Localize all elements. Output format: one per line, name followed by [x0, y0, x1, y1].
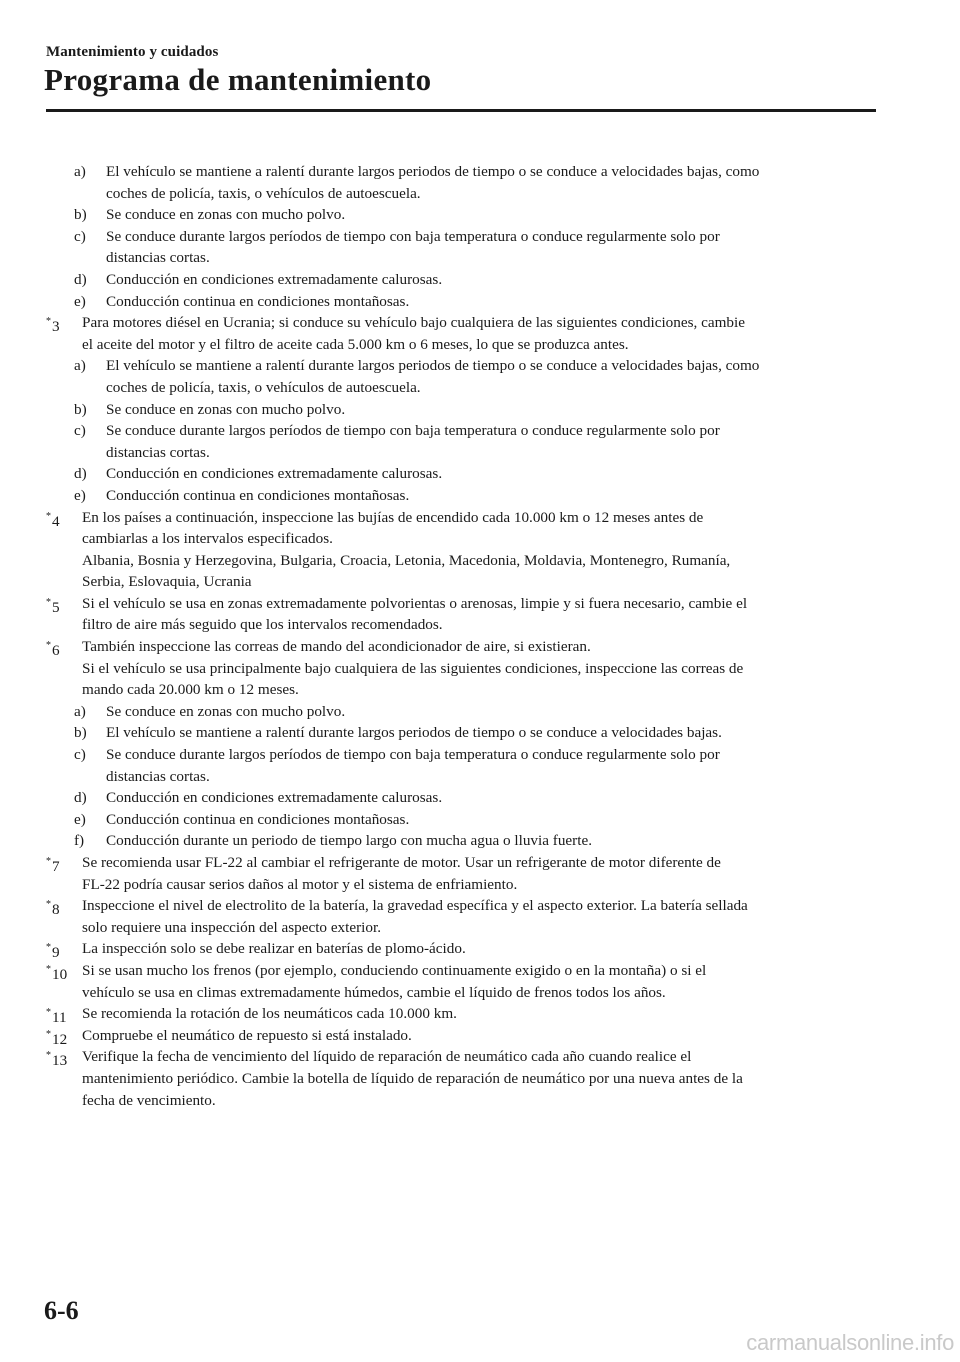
line-text: mantenimiento periódico. Cambie la botella de líquido de reparación de neumático por una nueva antes de la	[82, 1069, 743, 1087]
footnote-star: *	[46, 1028, 51, 1040]
sub-item-continuation	[46, 247, 882, 269]
footnote-number: 8	[52, 901, 60, 919]
line-text: Conducción en condiciones extremadamente calurosas.	[106, 465, 443, 483]
footnote-star: *	[46, 1050, 51, 1062]
sub-item-marker: c)	[74, 746, 86, 764]
line-text: El vehículo se mantiene a ralentí durante largos periodos de tiempo o se conduce a velocidades bajas.	[106, 724, 722, 742]
footnote-star: *	[46, 316, 51, 328]
sub-item	[46, 744, 882, 766]
line-text: Serbia, Eslovaquia, Ucrania	[82, 573, 252, 591]
sub-item-marker: a)	[74, 702, 86, 720]
sub-item-continuation	[46, 766, 882, 788]
footnote-continuation	[46, 334, 882, 356]
line-text: Para motores diésel en Ucrania; si conduce su vehículo bajo cualquiera de las siguientes condiciones, cambie	[82, 314, 745, 332]
footnote-continuation	[46, 571, 882, 593]
footnote	[46, 1025, 882, 1047]
line-text: Se conduce durante largos períodos de tiempo con baja temperatura o conduce regularmente solo por	[106, 422, 720, 440]
footnote-star: *	[46, 856, 51, 867]
footnote	[46, 895, 882, 917]
line-text: Conducción continua en condiciones montañosas.	[106, 292, 410, 310]
footnote-continuation	[46, 1090, 882, 1112]
sub-item	[46, 701, 882, 723]
sub-item-continuation	[46, 183, 882, 205]
line-text: Se conduce en zonas con mucho polvo.	[106, 400, 346, 418]
sub-item-continuation	[46, 377, 882, 399]
line-text: distancias cortas.	[106, 767, 210, 785]
line-text: Se conduce durante largos períodos de tiempo con baja temperatura o conduce regularmente solo por	[106, 746, 720, 764]
line-text: Compruebe el neumático de repuesto si está instalado.	[82, 1026, 412, 1044]
footnote	[46, 960, 882, 982]
footnote	[46, 636, 882, 658]
sub-item-marker: c)	[74, 227, 86, 245]
sub-item	[46, 463, 882, 485]
line-text: El vehículo se mantiene a ralentí durante largos periodos de tiempo o se conduce a velocidades bajas, como	[106, 163, 760, 180]
line-text: Si el vehículo se usa principalmente bajo cualquiera de las siguientes condiciones, inspeccione las correas de	[82, 659, 744, 677]
line-text: El vehículo se mantiene a ralentí durante largos periodos de tiempo o se conduce a velocidades bajas, como	[106, 357, 760, 375]
sub-item-marker: e)	[74, 292, 86, 310]
line-text: Se conduce en zonas con mucho polvo.	[106, 702, 346, 720]
footnote	[46, 852, 882, 874]
sub-item-marker: d)	[74, 270, 87, 288]
line-text: Se recomienda la rotación de los neumáticos cada 10.000 km.	[82, 1005, 457, 1023]
footnote-continuation	[46, 982, 882, 1004]
line-text: filtro de aire más seguido que los intervalos recomendados.	[82, 616, 443, 634]
footnote-number: 3	[52, 318, 60, 336]
footnote-star: *	[46, 1007, 51, 1019]
line-text: coches de policía, taxis, o vehículos de autoescuela.	[106, 184, 421, 202]
line-text: Inspeccione el nivel de electrolito de la batería, la gravedad específica y el aspecto exterior. La batería sellada	[82, 897, 748, 915]
line-text: Se recomienda usar FL-22 al cambiar el refrigerante de motor. Usar un refrigerante de motor diferente de	[82, 854, 721, 871]
page-title: Programa de mantenimiento	[44, 62, 432, 97]
line-text: coches de policía, taxis, o vehículos de autoescuela.	[106, 378, 421, 396]
footnote-star: *	[46, 942, 51, 954]
footnote-continuation	[46, 679, 882, 701]
footnote-continuation	[46, 874, 882, 896]
line-text: Conducción continua en condiciones montañosas.	[106, 486, 410, 504]
footnote-continuation	[46, 528, 882, 550]
line-text: En los países a continuación, inspeccione las bujías de encendido cada 10.000 km o 12 meses antes de	[82, 508, 704, 526]
line-text: También inspeccione las correas de mando del acondicionador de aire, si existieran.	[82, 638, 591, 656]
footnote-continuation	[46, 550, 882, 572]
sub-item	[46, 809, 882, 831]
footnote	[46, 593, 882, 615]
footnote	[46, 312, 882, 334]
footnote-star: *	[46, 510, 51, 522]
sub-item	[46, 204, 882, 226]
footnote-star: *	[46, 640, 51, 652]
sub-item	[46, 420, 882, 442]
footnote-continuation	[46, 658, 882, 680]
sub-item-marker: c)	[74, 422, 86, 440]
footnote-number: 13	[52, 1052, 68, 1070]
footnote-number: 10	[52, 966, 68, 984]
line-text: Conducción en condiciones extremadamente calurosas.	[106, 789, 443, 807]
watermark: carmanualsonline.info	[746, 1330, 954, 1355]
footnote-continuation	[46, 614, 882, 636]
page-number: 6-6	[44, 1296, 79, 1325]
sub-item	[46, 161, 882, 183]
sub-item-marker: d)	[74, 465, 87, 483]
sub-item	[46, 830, 882, 852]
sub-item-marker: e)	[74, 810, 86, 828]
footnote-number: 4	[52, 512, 60, 530]
footnote-number: 7	[52, 858, 60, 876]
line-text: vehículo se usa en climas extremadamente húmedos, cambie el líquido de frenos todos los años.	[82, 983, 666, 1001]
sub-item-marker: e)	[74, 486, 86, 504]
footnote-number: 12	[52, 1030, 68, 1048]
sub-item-continuation	[46, 442, 882, 464]
section-label: Mantenimiento y cuidados	[46, 44, 219, 60]
line-text: mando cada 20.000 km o 12 meses.	[82, 681, 299, 699]
footnote-continuation	[46, 917, 882, 939]
sub-item	[46, 269, 882, 291]
line-text: La inspección solo se debe realizar en baterías de plomo-ácido.	[82, 940, 466, 958]
footnote-star: *	[46, 596, 51, 608]
footnote-number: 5	[52, 598, 60, 616]
line-text: Se conduce durante largos períodos de tiempo con baja temperatura o conduce regularmente solo por	[106, 227, 720, 245]
line-text: Verifique la fecha de vencimiento del líquido de reparación de neumático cada año cuando realice el	[82, 1048, 692, 1066]
line-text: Conducción durante un periodo de tiempo largo con mucha agua o lluvia fuerte.	[106, 832, 592, 850]
line-text: Conducción en condiciones extremadamente calurosas.	[106, 270, 443, 288]
footnote-number: 11	[52, 1009, 67, 1027]
footnote-number: 9	[52, 944, 60, 962]
footnote-star: *	[46, 963, 51, 975]
line-text: Albania, Bosnia y Herzegovina, Bulgaria, Croacia, Letonia, Macedonia, Moldavia, Montenegro, Rumanía,	[82, 551, 731, 569]
line-text: FL-22 podría causar serios daños al motor y el sistema de enfriamiento.	[82, 875, 518, 893]
line-text: el aceite del motor y el filtro de aceite cada 5.000 km o 6 meses, lo que se produzca antes.	[82, 335, 629, 353]
line-text: Conducción continua en condiciones montañosas.	[106, 810, 410, 828]
sub-item	[46, 722, 882, 744]
notes-content	[46, 161, 882, 1111]
sub-item-marker: b)	[74, 724, 87, 742]
footnote	[46, 938, 882, 960]
line-text: cambiarlas a los intervalos especificados.	[82, 530, 333, 548]
footnote-number: 6	[52, 642, 60, 660]
line-text: solo requiere una inspección del aspecto exterior.	[82, 918, 381, 936]
title-rule	[46, 109, 876, 112]
line-text: distancias cortas.	[106, 249, 210, 267]
sub-item	[46, 226, 882, 248]
footnote	[46, 507, 882, 529]
footnote-continuation	[46, 1068, 882, 1090]
sub-item-marker: b)	[74, 206, 87, 224]
sub-item	[46, 787, 882, 809]
sub-item-marker: d)	[74, 789, 87, 807]
sub-item	[46, 399, 882, 421]
footnote	[46, 1046, 882, 1068]
footnote-star: *	[46, 899, 51, 911]
sub-item	[46, 355, 882, 377]
line-text: distancias cortas.	[106, 443, 210, 461]
line-text: fecha de vencimiento.	[82, 1091, 216, 1109]
sub-item	[46, 485, 882, 507]
line-text: Se conduce en zonas con mucho polvo.	[106, 206, 346, 224]
line-text: Si el vehículo se usa en zonas extremadamente polvorientas o arenosas, limpie y si fuera necesario, cambie el	[82, 594, 748, 612]
sub-item-marker: a)	[74, 357, 86, 375]
footnote	[46, 1003, 882, 1025]
sub-item-marker: a)	[74, 163, 86, 180]
sub-item-marker: b)	[74, 400, 87, 418]
line-text: Si se usan mucho los frenos (por ejemplo, conduciendo continuamente exigido o en la montaña) o si el	[82, 961, 707, 979]
sub-item	[46, 291, 882, 313]
sub-item-marker: f)	[74, 832, 85, 850]
